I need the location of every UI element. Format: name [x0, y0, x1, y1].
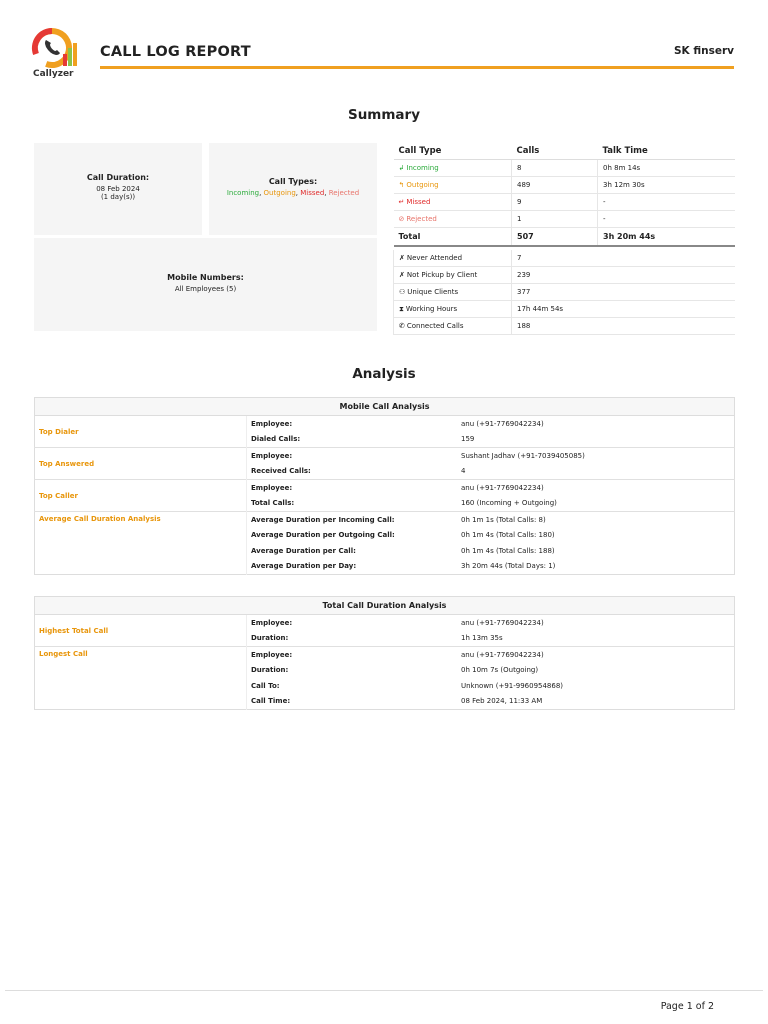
total-talk-time: 3h 20m 44s — [598, 228, 736, 247]
stat-label: Not Pickup by Client — [406, 271, 478, 279]
talk-time-value: 0h 8m 14s — [598, 160, 736, 177]
stat-value: 7 — [512, 250, 736, 267]
stat-value: 188 — [512, 318, 736, 335]
call-duration-date: 08 Feb 2024 — [96, 185, 140, 193]
table-row — [394, 160, 736, 177]
stat-row — [394, 301, 736, 318]
field-value: 0h 10m 7s (Outgoing) — [461, 666, 539, 675]
field-label: Employee: — [247, 448, 458, 464]
field-value: Unknown (+91-9960954868) — [461, 681, 564, 690]
talk-time-value: - — [598, 194, 736, 211]
field-value: 1h 13m 35s — [461, 634, 503, 643]
stat-value: 17h 44m 54s — [512, 301, 736, 318]
stat-row — [394, 284, 736, 301]
field-label: Average Duration per Incoming Call: — [247, 512, 458, 528]
group-key: Top Answered — [35, 448, 247, 480]
header-rule — [100, 66, 734, 69]
field-label: Received Calls: — [247, 464, 458, 480]
field-label: Employee: — [247, 615, 458, 631]
field-value: 159 — [461, 435, 475, 444]
stat-label: Working Hours — [405, 304, 458, 313]
field-value: anu (+91-7769042234) — [461, 419, 544, 428]
field-value: 0h 1m 1s (Total Calls: 8) — [457, 512, 735, 528]
summary-table — [393, 142, 735, 335]
group-key: Longest Call — [35, 647, 247, 710]
talk-time-value: 3h 12m 30s — [598, 177, 736, 194]
total-row — [394, 228, 736, 247]
field-value: 0h 1m 4s (Total Calls: 188) — [461, 546, 555, 555]
call-type-name: Outgoing — [406, 181, 439, 189]
calls-value: 489 — [512, 177, 598, 194]
company-name: SK finserv — [673, 45, 734, 57]
table-row — [394, 211, 736, 228]
field-label: Duration: — [247, 663, 458, 679]
call-duration-label: Call Duration: — [86, 173, 150, 182]
field-value: Sushant Jadhav (+91-7039405085) — [457, 448, 735, 464]
total-call-duration-table — [34, 596, 735, 710]
field-label: Duration: — [247, 631, 458, 647]
call-type-incoming: Incoming — [226, 189, 260, 197]
incoming-call-icon: ↲ — [398, 164, 405, 172]
mobile-analysis-heading: Mobile Call Analysis — [35, 398, 735, 416]
field-value: 3h 20m 44s (Total Days: 1) — [461, 562, 556, 571]
table-row — [35, 416, 735, 432]
mobile-numbers-box — [34, 238, 377, 331]
table-row — [394, 194, 736, 211]
summary-title: Summary — [347, 107, 421, 123]
calls-value: 9 — [512, 194, 598, 211]
stat-row — [394, 267, 736, 284]
footer-divider — [5, 990, 763, 991]
call-types-box: Call Types: Incoming, Outgoing, Missed, Rejected — [209, 143, 377, 235]
call-types-label: Call Types: — [268, 177, 318, 186]
field-value: anu (+91-7769042234) — [457, 647, 735, 663]
group-key: Top Dialer — [39, 427, 79, 436]
calls-value: 1 — [512, 211, 598, 228]
stat-value: 377 — [512, 284, 736, 301]
field-value: 0h 1m 4s (Total Calls: 180) — [461, 531, 555, 540]
report-title: CALL LOG REPORT — [100, 44, 251, 60]
call-type-name: Incoming — [406, 164, 439, 172]
table-row — [35, 512, 735, 528]
call-duration-days: (1 day(s)) — [100, 193, 136, 201]
talk-time-value: - — [598, 211, 736, 228]
never-attended-icon: ✗ — [399, 254, 405, 262]
field-label: Average Duration per Outgoing Call: — [247, 528, 458, 544]
unique-clients-icon: ⚇ — [399, 288, 406, 296]
duration-analysis-heading: Total Call Duration Analysis — [35, 597, 735, 615]
mobile-call-analysis-table — [34, 397, 735, 575]
call-type-name: Rejected — [406, 215, 437, 223]
col-talk-time: Talk Time — [598, 142, 736, 160]
call-type-name: Missed — [406, 198, 431, 206]
field-label: Average Duration per Call: — [247, 543, 458, 559]
field-value: 4 — [461, 467, 466, 476]
outgoing-call-icon: ↰ — [398, 181, 405, 189]
table-row — [35, 615, 735, 631]
field-value: 160 (Incoming + Outgoing) — [461, 499, 557, 508]
stat-row — [394, 318, 736, 335]
group-key: Average Call Duration Analysis — [35, 512, 247, 575]
field-value: anu (+91-7769042234) — [461, 618, 544, 627]
connected-calls-icon: ✆ — [399, 322, 405, 330]
page-number: Page 1 of 2 — [660, 1001, 714, 1012]
field-label: Average Duration per Day: — [247, 559, 458, 575]
table-row — [35, 647, 735, 663]
stat-label: Connected Calls — [406, 322, 464, 330]
total-label: Total — [394, 228, 512, 247]
col-calls: Calls — [512, 142, 598, 160]
mobile-numbers-value: All Employees (5) — [174, 285, 237, 293]
field-value: 08 Feb 2024, 11:33 AM — [461, 697, 543, 706]
field-label: Employee: — [247, 480, 458, 496]
stat-label: Unique Clients — [407, 288, 459, 296]
report-header — [0, 0, 768, 90]
field-label: Call To: — [247, 678, 458, 694]
missed-call-icon: ↵ — [398, 198, 405, 206]
stat-value: 239 — [512, 267, 736, 284]
col-call-type: Call Type — [394, 142, 512, 160]
table-row — [394, 177, 736, 194]
not-pickup-icon: ✗ — [399, 271, 405, 279]
logo-text: Callyzer — [33, 69, 74, 79]
field-label: Employee: — [247, 647, 458, 663]
calls-value: 8 — [512, 160, 598, 177]
stat-label: Never Attended — [406, 254, 463, 262]
table-row — [35, 448, 735, 464]
group-key: Highest Total Call — [39, 626, 109, 635]
stat-row — [394, 250, 736, 267]
call-type-outgoing: Outgoing — [263, 189, 296, 197]
call-type-rejected: Rejected — [328, 189, 360, 197]
field-label: Dialed Calls: — [247, 432, 458, 448]
table-row — [35, 480, 735, 496]
field-label: Employee: — [247, 416, 458, 432]
field-value: anu (+91-7769042234) — [457, 480, 735, 496]
group-key: Top Caller — [35, 480, 247, 512]
total-calls: 507 — [512, 228, 598, 247]
field-label: Call Time: — [247, 694, 458, 710]
rejected-call-icon: ⊘ — [398, 215, 405, 223]
call-type-missed: Missed — [300, 189, 325, 197]
call-duration-box — [34, 143, 202, 235]
analysis-title: Analysis — [352, 366, 416, 382]
field-label: Total Calls: — [247, 496, 458, 512]
working-hours-icon: ⧗ — [399, 304, 404, 313]
mobile-numbers-label: Mobile Numbers: — [167, 273, 244, 282]
